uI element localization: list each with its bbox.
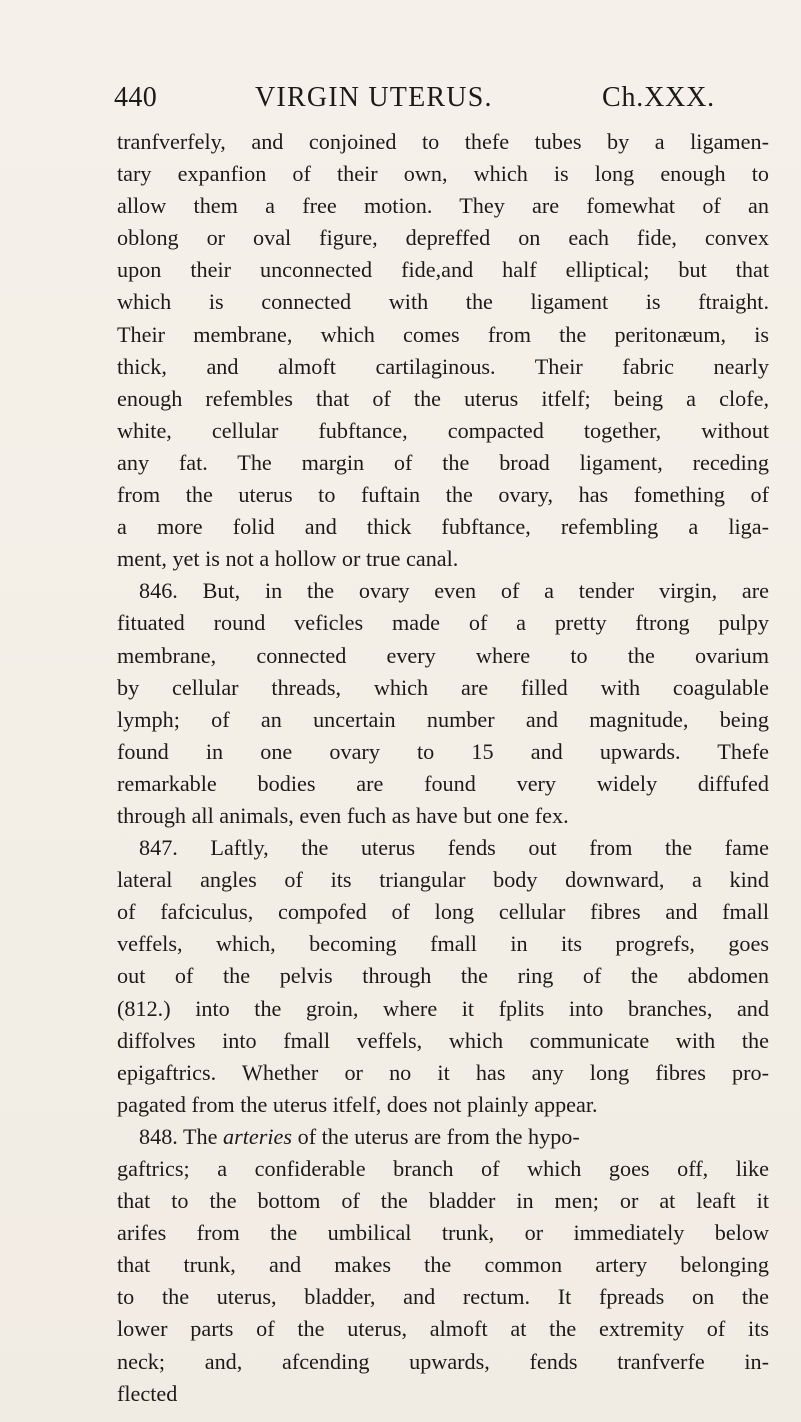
text-line: allow them a free motion. They are fomewhat of an bbox=[117, 193, 769, 219]
text-line: remarkable bodies are found very widely diffufed bbox=[117, 770, 769, 796]
text-line: ment, yet is not a hollow or true canal. bbox=[117, 546, 459, 572]
catchword: flected bbox=[117, 1380, 178, 1406]
paragraph-846-start: 846. But, in the ovary even of a tender virgin, are bbox=[139, 578, 769, 604]
text-line: enough refembles that of the uterus itfelf; being a clofe, bbox=[117, 385, 769, 411]
text-line: through all animals, even fuch as have but one fex. bbox=[117, 802, 569, 828]
text-line: a more folid and thick fubftance, refembling a liga- bbox=[117, 514, 769, 540]
paragraph-848-start bbox=[117, 1121, 769, 1153]
text-line: from the uterus to fuftain the ovary, has fomething of bbox=[117, 482, 769, 508]
paragraph-848-rest: of the uterus are from the hypo- bbox=[297, 1123, 580, 1149]
text-line: gaftrics; a confiderable branch of which goes off, like bbox=[117, 1156, 769, 1181]
text-line: Their membrane, which comes from the peritonæum, is bbox=[117, 321, 769, 347]
text-line: epigaftrics. Whether or no it has any long fibres pro- bbox=[117, 1059, 769, 1085]
text-line: by cellular threads, which are filled with coagulable bbox=[117, 674, 769, 700]
text-line: found in one ovary to 15 and upwards. Thefe bbox=[117, 738, 769, 764]
text-line: lymph; of an uncertain number and magnitude, being bbox=[117, 706, 769, 732]
text-line: membrane, connected every where to the ovarium bbox=[117, 642, 769, 668]
text-line: lateral angles of its triangular body downward, a kind bbox=[117, 867, 769, 893]
text-line: out of the pelvis through the ring of the abdomen bbox=[117, 963, 769, 989]
text-line: tary expanfion of their own, which is long enough to bbox=[117, 161, 769, 187]
text-line: which is connected with the ligament is ftraight. bbox=[117, 289, 769, 315]
text-line: thick, and almoft cartilaginous. Their fabric nearly bbox=[117, 353, 769, 379]
paragraph-848-lead: 848. The bbox=[139, 1123, 218, 1149]
arteries-term: arteries bbox=[223, 1123, 293, 1149]
text-line: pagated from the uterus itfelf, does not plainly appear. bbox=[117, 1091, 598, 1117]
running-title: VIRGIN UTERUS. bbox=[255, 82, 493, 113]
body-text bbox=[117, 126, 769, 1410]
text-line: lower parts of the uterus, almoft at the extremity of its bbox=[117, 1316, 769, 1342]
text-line: arifes from the umbilical trunk, or immediately below bbox=[117, 1220, 769, 1246]
text-line: oblong or oval figure, depreffed on each fide, convex bbox=[117, 225, 769, 251]
text-line: of fafciculus, compofed of long cellular fibres and fmall bbox=[117, 899, 769, 925]
running-head bbox=[114, 77, 801, 119]
chapter-label: Ch.XXX. bbox=[602, 82, 715, 113]
page-number: 440 bbox=[114, 82, 158, 113]
text-line: any fat. The margin of the broad ligament, receding bbox=[117, 449, 769, 475]
paragraph-847-start: 847. Laftly, the uterus fends out from the fame bbox=[139, 835, 769, 861]
text-line: (812.) into the groin, where it fplits into branches, and bbox=[117, 995, 769, 1021]
text-line: that to the bottom of the bladder in men; or at leaft it bbox=[117, 1188, 769, 1214]
text-line: diffolves into fmall veffels, which communicate with the bbox=[117, 1027, 769, 1053]
text-line: that trunk, and makes the common artery belonging bbox=[117, 1252, 769, 1278]
text-line: neck; and, afcending upwards, fends tranfverfe in- bbox=[117, 1348, 769, 1374]
text-line: to the uterus, bladder, and rectum. It fpreads on the bbox=[117, 1284, 769, 1310]
text-line: fituated round veficles made of a pretty ftrong pulpy bbox=[117, 610, 769, 636]
text-line: tranfverfely, and conjoined to thefe tubes by a ligamen- bbox=[117, 129, 769, 154]
text-line: white, cellular fubftance, compacted together, without bbox=[117, 417, 769, 443]
text-line: veffels, which, becoming fmall in its progrefs, goes bbox=[117, 931, 769, 957]
text-line: upon their unconnected fide,and half elliptical; but that bbox=[117, 257, 769, 283]
